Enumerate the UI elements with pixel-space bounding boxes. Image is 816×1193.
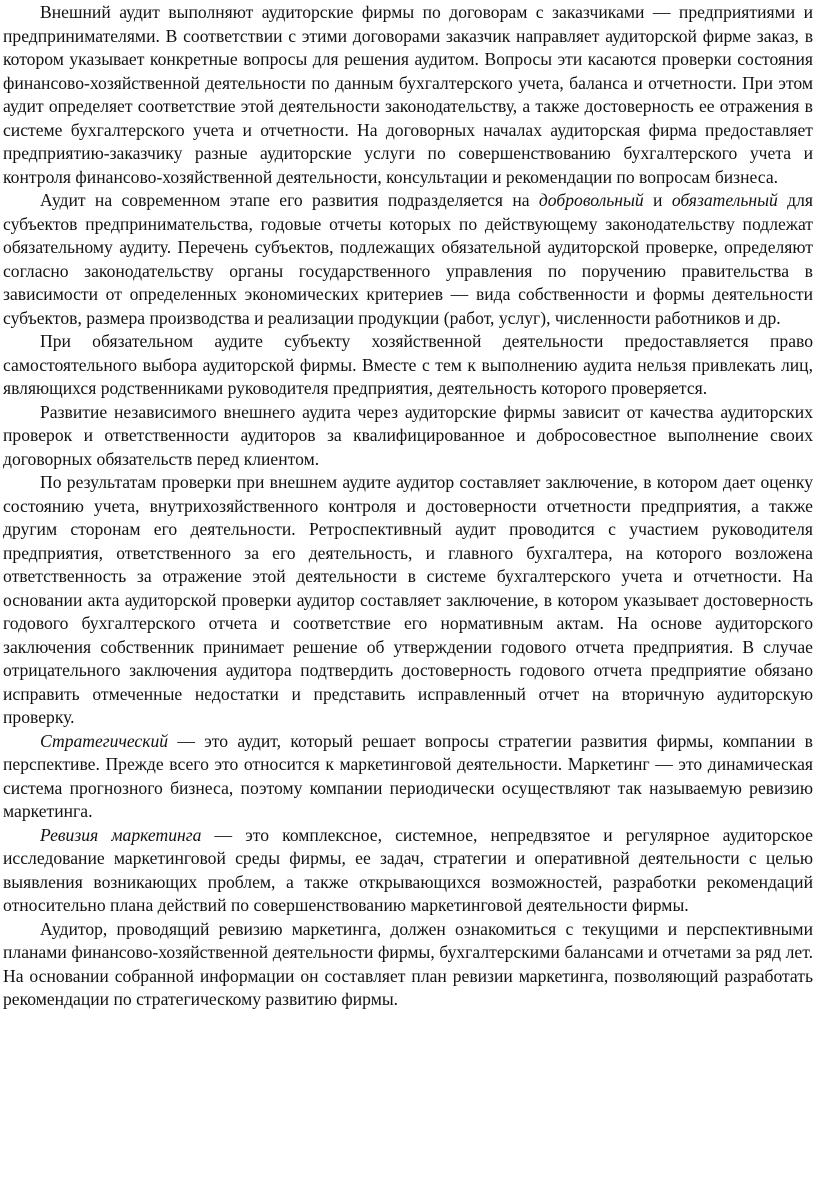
paragraph-auditor-duties <box>3 918 813 1012</box>
text-segment: Аудитор, проводящий ревизию маркетинга, должен ознакомиться с текущими и перспективными планами финансово-хозяйственной деятельности фирмы, бухгалтерскими балансами и отчетами за ряд лет. На основании собранной информации он составляет план ревизии маркетинга, позволяющий разработать рекомендации по стратегическому развитию фирмы. <box>3 918 813 1009</box>
paragraph-strategic-audit <box>3 730 813 824</box>
text-segment: — это комплексное, системное, непредвзятое и регулярное аудиторское исследование маркетинговой среды фирмы, ее задач, стратегии и оперативной деятельности с целью выявления возникающих проблем, а также открывающихся возможностей, разработки рекомендаций относительно плана действий по совершенствованию маркетинговой деятельности фирмы. <box>3 824 813 915</box>
text-segment: и <box>643 190 672 210</box>
text-segment: По результатам проверки при внешнем аудите аудитор составляет заключение, в котором дает оценку состоянию учета, внутрихозяйственного контроля и достоверности отчетности предприятия, а также другим сторонам его деятельности. Ретроспективный аудит проводится с участием руководителя предприятия, ответственного за его деятельность, и главного бухгалтера, на которого возложена ответственность за отражение этой деятельности в системе бухгалтерского учета и отчетности. На основании акта аудиторской проверки аудитор составляет заключение, в котором указывает достоверность годового бухгалтерского отчета и соответствие его нормативным актам. На основе аудиторского заключения собственник принимает решение об утверждении годового отчета предприятия. В случае отрицательного заключения аудитора подтвердить достоверность годового отчета предприятие обязано исправить отмеченные недостатки и представить исправленный отчет на вторичную аудиторскую проверку. <box>3 472 813 727</box>
paragraph-audit-conclusion <box>3 471 813 730</box>
text-segment: При обязательном аудите субъекту хозяйственной деятельности предоставляется право самостоятельного выбора аудиторской фирмы. Вместе с тем к выполнению аудита нельзя привлекать лиц, являющихся родственниками руководителя предприятия, деятельность которого проверяется. <box>3 331 813 398</box>
text-segment: для субъектов предпринимательства, годовые отчеты которых по действующему законодательству подлежат обязательному аудиту. Перечень субъектов, подлежащих обязательной аудиторской проверке, определяют согласно законодательству органы государственного управления по поручению правительства в зависимости от определенных экономических критериев — вида собственности и формы деятельности субъектов, размера производства и реализации продукции (работ, услуг), численности работников и др. <box>3 190 813 328</box>
text-segment: Внешний аудит выполняют аудиторские фирмы по договорам с заказчиками — предприятиями и предпринимателями. В соответствии с этими договорами заказчик направляет аудиторской фирме заказ, в котором указывает конкретные вопросы для решения аудитом. Вопросы эти касаются проверки состояния финансово-хозяйственной деятельности по данным бухгалтерского учета, баланса и отчетности. При этом аудит определяет соответствие этой деятельности законодательству, а также достоверность ее отражения в системе бухгалтерского учета и отчетности. На договорных началах аудиторская фирма предоставляет предприятию-заказчику разные аудиторские услуги по совершенствованию бухгалтерского учета и контроля финансово-хозяйственной деятельности, консультации и рекомендации по вопросам бизнеса. <box>3 2 813 187</box>
text-segment: — это аудит, который решает вопросы стратегии развития фирмы, компании в перспективе. Прежде всего это относится к маркетинговой деятельности. Маркетинг — это динамическая система прогнозного бизнеса, поэтому компании периодически осуществляют так называемую ревизию маркетинга. <box>3 730 813 821</box>
paragraph-marketing-audit <box>3 824 813 918</box>
term-mandatory: обязательный <box>671 190 778 210</box>
term-marketing-audit: Ревизия маркетинга <box>40 824 202 845</box>
paragraph-external-audit <box>3 1 813 189</box>
text-segment: Развитие независимого внешнего аудита через аудиторские фирмы зависит от качества аудиторских проверок и ответственности аудиторов за квалифицированное и добросовестное выполнение своих договорных обязательств перед клиентом. <box>3 401 813 469</box>
term-voluntary: добровольный <box>538 190 644 210</box>
text-segment: Аудит на современном этапе его развития подразделяется на <box>40 190 539 210</box>
paragraph-mandatory-audit <box>3 330 813 401</box>
paragraph-independent-audit <box>3 401 813 472</box>
paragraph-audit-types <box>3 189 813 330</box>
term-strategic: Стратегический <box>40 730 169 751</box>
